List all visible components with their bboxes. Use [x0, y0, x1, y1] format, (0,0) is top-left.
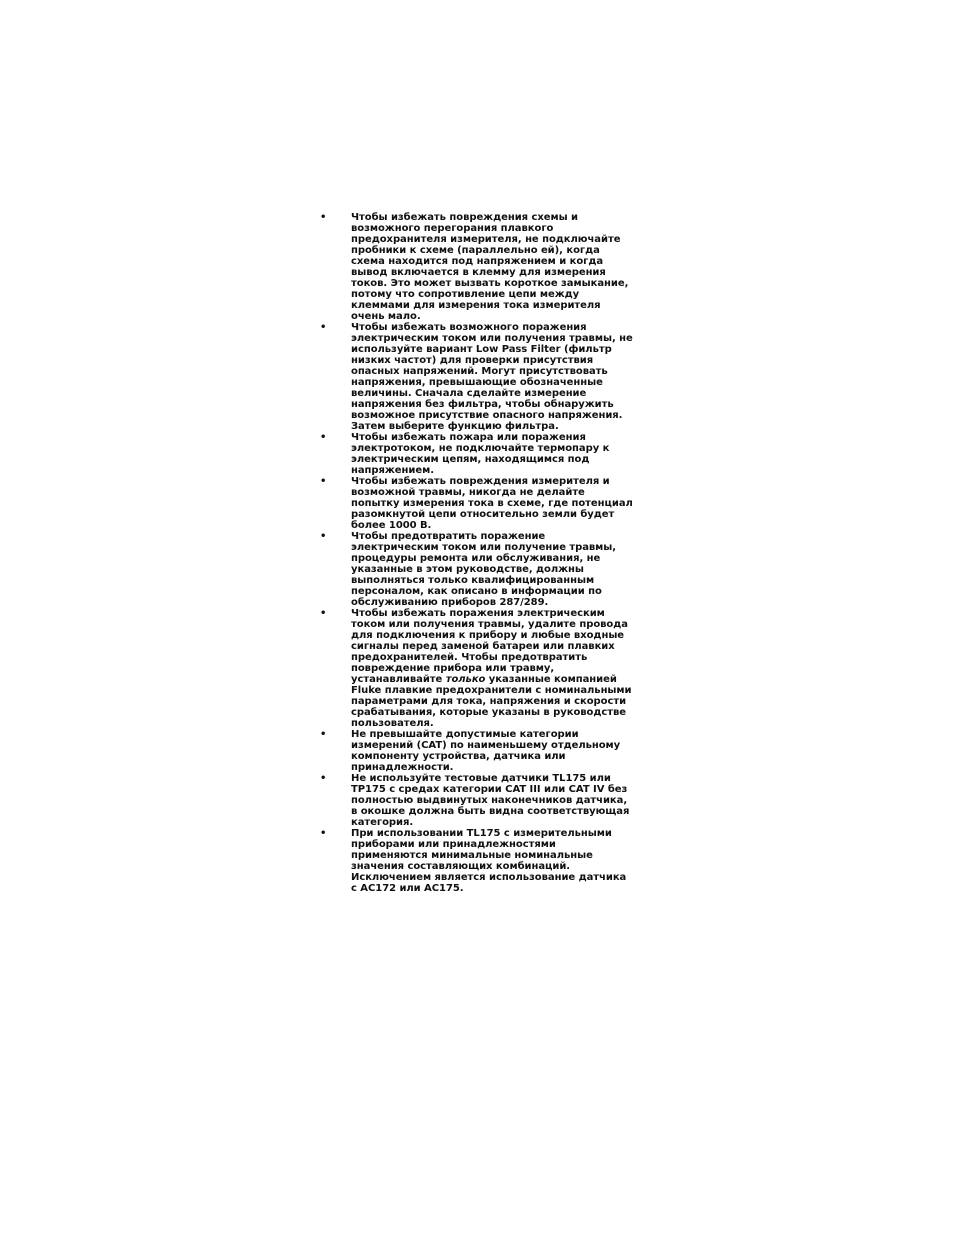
text-line: [351, 487, 638, 498]
bullet-icon: •: [320, 828, 327, 839]
text-segment: Чтобы избежать пожара или поражения: [351, 432, 586, 443]
warning-item: [318, 432, 638, 476]
text-segment: Не используйте тестовые датчики TL175 или: [351, 773, 611, 784]
text-segment: применяются минимальные номинальные: [351, 850, 593, 861]
text-line: [351, 586, 638, 597]
text-segment: Чтобы избежать поражения электрическим: [351, 608, 605, 619]
text-segment: в окошке должна быть видна соответствующая: [351, 806, 630, 817]
text-line: [351, 795, 638, 806]
text-line: [351, 432, 638, 443]
text-segment: повреждение прибора или травму,: [351, 663, 555, 674]
text-line: [351, 531, 638, 542]
bullet-icon: •: [320, 729, 327, 740]
text-line: [351, 575, 638, 586]
text-line: [351, 245, 638, 256]
text-segment: токов. Это может вызвать короткое замыкание,: [351, 278, 629, 289]
text-line: [351, 443, 638, 454]
emphasized-text: только: [445, 674, 486, 685]
text-segment: напряжением.: [351, 465, 434, 476]
text-segment: компоненту устройства, датчика или: [351, 751, 566, 762]
text-line: [351, 256, 638, 267]
text-segment: электротоком, не подключайте термопару к: [351, 443, 610, 454]
text-segment: указанные в этом руководстве, должны: [351, 564, 584, 575]
bullet-icon: •: [320, 531, 327, 542]
text-line: [351, 465, 638, 476]
text-segment: клеммами для измерения тока измерителя: [351, 300, 601, 311]
text-segment: Fluke плавкие предохранители с номинальными: [351, 685, 632, 696]
bullet-icon: •: [320, 773, 327, 784]
text-line: [351, 322, 638, 333]
text-line: [351, 608, 638, 619]
text-line: [351, 355, 638, 366]
text-segment: вывод включается в клемму для измерения: [351, 267, 606, 278]
text-segment: Затем выберите функцию фильтра.: [351, 421, 559, 432]
text-line: [351, 597, 638, 608]
warning-item: [318, 322, 638, 432]
text-segment: более 1000 В.: [351, 520, 432, 531]
text-line: [351, 872, 638, 883]
text-segment: электрическим цепям, находящимся под: [351, 454, 590, 465]
bullet-icon: •: [320, 322, 327, 333]
text-segment: схема находится под напряжением и когда: [351, 256, 604, 267]
text-line: [351, 773, 638, 784]
warning-item: [318, 476, 638, 531]
text-segment: электрическим током или получение травмы,: [351, 542, 617, 553]
text-line: [351, 333, 638, 344]
text-segment: пробники к схеме (параллельно ей), когда: [351, 245, 600, 256]
text-line: [351, 564, 638, 575]
text-line: [351, 784, 638, 795]
text-segment: Чтобы избежать повреждения схемы и: [351, 212, 578, 223]
bullet-icon: •: [320, 608, 327, 619]
text-line: [351, 366, 638, 377]
text-line: [351, 454, 638, 465]
text-segment: категория.: [351, 817, 414, 828]
text-line: [351, 817, 638, 828]
text-segment: опасных напряжений. Могут присутствовать: [351, 366, 608, 377]
text-segment: величины. Сначала сделайте измерение: [351, 388, 587, 399]
text-line: [351, 652, 638, 663]
text-line: [351, 476, 638, 487]
text-line: [351, 311, 638, 322]
text-segment: устанавливайте: [351, 674, 446, 685]
text-segment: возможное присутствие опасного напряжения.: [351, 410, 623, 421]
text-line: [351, 278, 638, 289]
text-segment: значения составляющих комбинаций.: [351, 861, 571, 872]
warning-item: [318, 729, 638, 773]
text-line: [351, 839, 638, 850]
text-line: [351, 619, 638, 630]
text-line: [351, 718, 638, 729]
text-segment: возможного перегорания плавкого: [351, 223, 554, 234]
text-segment: Чтобы избежать возможного поражения: [351, 322, 587, 333]
text-line: [351, 410, 638, 421]
text-line: [351, 223, 638, 234]
text-line: [351, 630, 638, 641]
text-line: [351, 344, 638, 355]
warning-item: [318, 212, 638, 322]
text-line: [351, 289, 638, 300]
text-segment: для подключения к прибору и любые входные: [351, 630, 625, 641]
text-segment: Не превышайте допустимые категории: [351, 729, 579, 740]
text-line: [351, 696, 638, 707]
text-segment: срабатывания, которые указаны в руководстве: [351, 707, 627, 718]
text-line: [351, 267, 638, 278]
text-segment: принадлежности.: [351, 762, 454, 773]
text-segment: напряжения, превышающие обозначенные: [351, 377, 603, 388]
text-line: [351, 509, 638, 520]
warning-item: [318, 828, 638, 894]
text-segment: возможной травмы, никогда не делайте: [351, 487, 585, 498]
text-segment: обслуживанию приборов 287/289.: [351, 597, 549, 608]
text-line: [351, 740, 638, 751]
text-line: [351, 674, 638, 685]
text-line: [351, 685, 638, 696]
text-line: [351, 553, 638, 564]
text-segment: напряжения без фильтра, чтобы обнаружить: [351, 399, 614, 410]
text-segment: процедуры ремонта или обслуживания, не: [351, 553, 601, 564]
text-line: [351, 498, 638, 509]
text-line: [351, 388, 638, 399]
text-line: [351, 300, 638, 311]
text-segment: попытку измерения тока в схеме, где потенциал: [351, 498, 633, 509]
text-segment: низких частот) для проверки присутствия: [351, 355, 594, 366]
text-line: [351, 641, 638, 652]
text-line: [351, 729, 638, 740]
bullet-icon: •: [320, 432, 327, 443]
text-segment: разомкнутой цепи относительно земли будет: [351, 509, 615, 520]
text-line: [351, 806, 638, 817]
text-segment: Исключением является использование датчика: [351, 872, 627, 883]
text-segment: измерений (CAT) по наименьшему отдельному: [351, 740, 621, 751]
text-line: [351, 520, 638, 531]
text-segment: используйте вариант Low Pass Filter (фильтр: [351, 344, 612, 355]
text-segment: потому что сопротивление цепи между: [351, 289, 580, 300]
bullet-icon: •: [320, 212, 327, 223]
text-line: [351, 751, 638, 762]
text-line: [351, 663, 638, 674]
text-segment: При использовании TL175 с измерительными: [351, 828, 612, 839]
text-segment: полностью выдвинутых наконечников датчика,: [351, 795, 628, 806]
text-segment: персоналом, как описано в информации по: [351, 586, 602, 597]
text-line: [351, 861, 638, 872]
text-line: [351, 762, 638, 773]
bullet-icon: •: [320, 476, 327, 487]
text-segment: предохранителей. Чтобы предотвратить: [351, 652, 588, 663]
text-line: [351, 883, 638, 894]
text-segment: выполняться только квалифицированным: [351, 575, 595, 586]
text-segment: параметрами для тока, напряжения и скорости: [351, 696, 627, 707]
text-line: [351, 377, 638, 388]
text-line: [351, 234, 638, 245]
text-line: [351, 421, 638, 432]
text-segment: предохранителя измерителя, не подключайте: [351, 234, 621, 245]
warning-item: [318, 531, 638, 608]
text-segment: электрическим током или получения травмы, не: [351, 333, 633, 344]
text-segment: током или получения травмы, удалите провода: [351, 619, 628, 630]
text-segment: TP175 с средах категории CAT III или CAT IV без: [351, 784, 628, 795]
text-line: [351, 850, 638, 861]
text-segment: пользователя.: [351, 718, 434, 729]
warning-list: [318, 212, 638, 894]
text-line: [351, 542, 638, 553]
text-segment: Чтобы избежать повреждения измерителя и: [351, 476, 610, 487]
text-segment: с AC172 или AC175.: [351, 883, 464, 894]
text-line: [351, 399, 638, 410]
warning-item: [318, 608, 638, 729]
text-line: [351, 828, 638, 839]
text-line: [351, 212, 638, 223]
text-segment: приборами или принадлежностями: [351, 839, 556, 850]
text-segment: очень мало.: [351, 311, 421, 322]
warning-item: [318, 773, 638, 828]
text-segment: сигналы перед заменой батареи или плавких: [351, 641, 615, 652]
text-segment: указанные компанией: [485, 674, 617, 685]
text-segment: Чтобы предотвратить поражение: [351, 531, 546, 542]
text-line: [351, 707, 638, 718]
